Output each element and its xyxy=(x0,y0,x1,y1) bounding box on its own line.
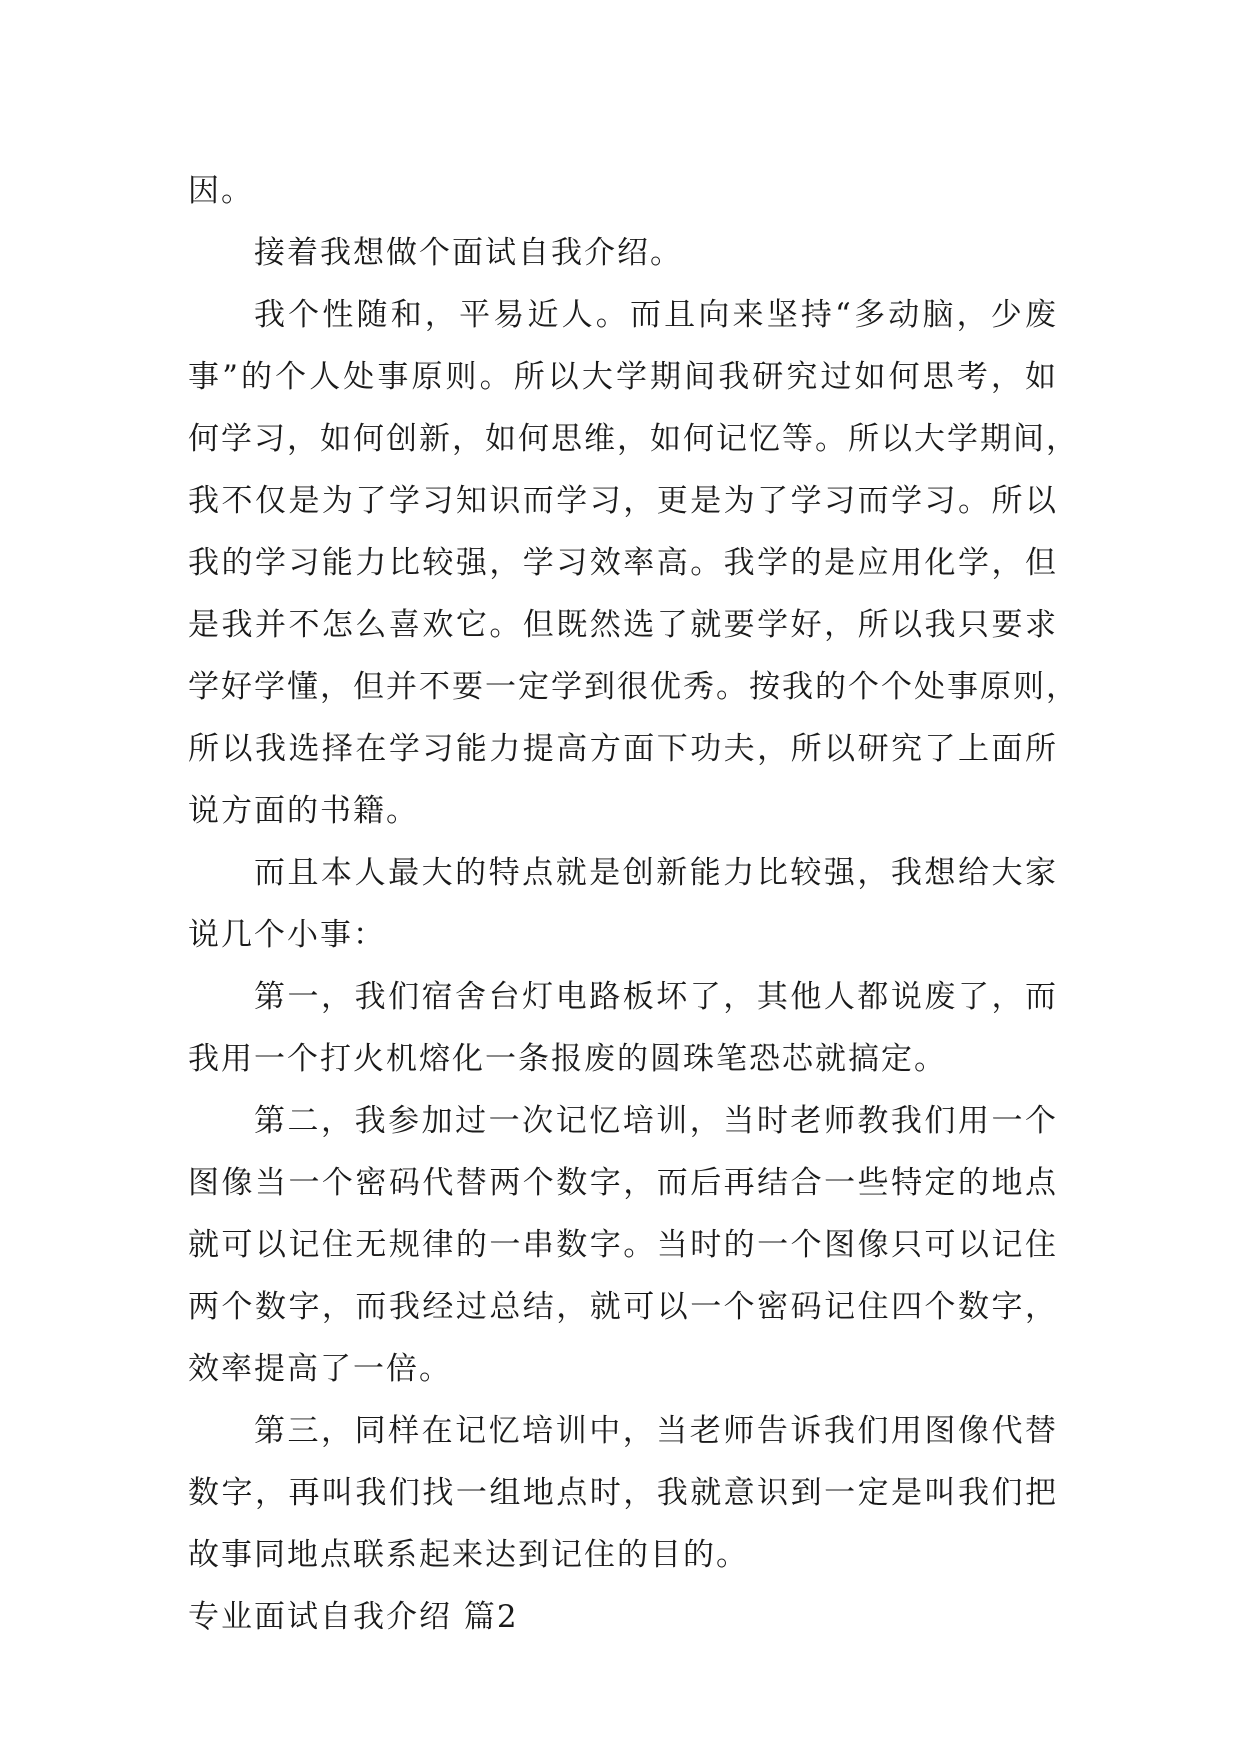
paragraph-start-line: 而且本人最大的特点就是创新能力比较强，我想给大家 xyxy=(254,855,1058,891)
text-line: 图像当一个密码代替两个数字，而后再结合一些特定的地点 xyxy=(188,1165,1058,1201)
text-line: 事”的个人处事原则。所以大学期间我研究过如何思考，如 xyxy=(188,359,1058,395)
text-line: 因。 xyxy=(188,173,254,209)
text-line: 就可以记住无规律的一串数字。当时的一个图像只可以记住 xyxy=(188,1227,1058,1263)
text-line: 我不仅是为了学习知识而学习，更是为了学习而学习。所以 xyxy=(188,483,1058,519)
text-line: 是我并不怎么喜欢它。但既然选了就要学好，所以我只要求 xyxy=(188,607,1058,643)
paragraph-start-line: 第三，同样在记忆培训中，当老师告诉我们用图像代替 xyxy=(254,1413,1058,1449)
document-page xyxy=(188,160,1079,1648)
text-line: 学好学懂，但并不要一定学到很优秀。按我的个个处事原则， xyxy=(188,669,1079,705)
paragraph-start-line: 接着我想做个面试自我介绍。 xyxy=(254,235,683,271)
text-line: 何学习，如何创新，如何思维，如何记忆等。所以大学期间， xyxy=(188,421,1079,457)
text-line: 故事同地点联系起来达到记住的目的。 xyxy=(188,1537,749,1573)
text-line: 数字，再叫我们找一组地点时，我就意识到一定是叫我们把 xyxy=(188,1475,1058,1511)
text-line: 所以我选择在学习能力提高方面下功夫，所以研究了上面所 xyxy=(188,731,1058,767)
paragraph-start-line: 第二，我参加过一次记忆培训，当时老师教我们用一个 xyxy=(254,1103,1058,1139)
text-line: 两个数字，而我经过总结，就可以一个密码记住四个数字， xyxy=(188,1289,1058,1325)
paragraph-start-line: 我个性随和，平易近人。而且向来坚持“多动脑，少废 xyxy=(254,297,1058,333)
text-line: 效率提高了一倍。 xyxy=(188,1351,452,1387)
text-line: 说方面的书籍。 xyxy=(188,793,419,829)
text-line: 说几个小事： xyxy=(188,917,386,953)
paragraph-start-line: 第一，我们宿舍台灯电路板坏了，其他人都说废了，而 xyxy=(254,979,1058,1015)
section-heading: 专业面试自我介绍 篇2 xyxy=(188,1599,519,1635)
text-line: 我的学习能力比较强，学习效率高。我学的是应用化学，但 xyxy=(188,545,1058,581)
text-line: 我用一个打火机熔化一条报废的圆珠笔恐芯就搞定。 xyxy=(188,1041,947,1077)
